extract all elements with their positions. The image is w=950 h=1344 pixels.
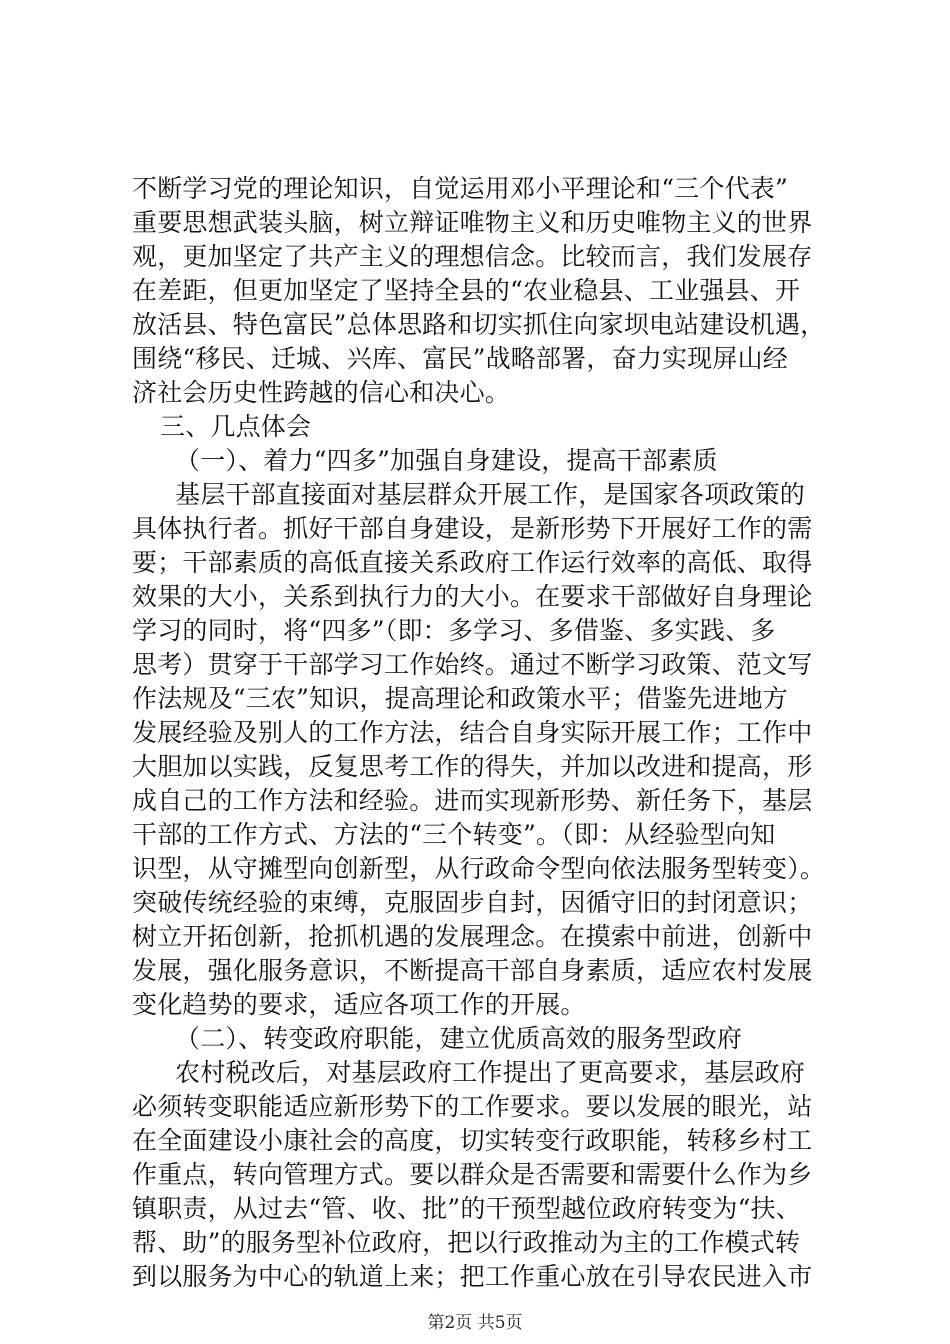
text-line: 观，更加坚定了共产主义的理想信念。比较而言，我们发展存	[132, 242, 813, 271]
text-line: 识型，从守摊型向创新型，从行政命令型向依法服务型转变）。	[132, 854, 826, 883]
text-line: 作法规及“三农”知识，提高理论和政策水平；借鉴先进地方	[132, 684, 788, 713]
text-line: 大胆加以实践，反复思考工作的得失，并加以改进和提高，形	[132, 752, 813, 781]
text-line: 干部的工作方式、方法的“三个转变”。（即：从经验型向知	[132, 820, 776, 849]
page-footer: 第2页 共5页	[427, 1313, 523, 1333]
text-line: 树立开拓创新，抢抓机遇的发展理念。在摸索中前进，创新中	[132, 922, 813, 951]
text-line: 农村税改后，对基层政府工作提出了更高要求，基层政府	[175, 1058, 806, 1087]
subsection-heading: （二）、转变政府职能，建立优质高效的服务型政府	[175, 1024, 743, 1053]
text-line: 必须转变职能适应新形势下的工作要求。要以发展的眼光，站	[132, 1092, 813, 1121]
section-heading: 三、几点体会	[160, 412, 312, 441]
text-line: 要；干部素质的高低直接关系政府工作运行效率的高低、取得	[132, 548, 813, 577]
text-line: 济社会历史性跨越的信心和决心。	[132, 378, 511, 407]
text-line: 具体执行者。抓好干部自身建设，是新形势下开展好工作的需	[132, 514, 813, 543]
text-line: 变化趋势的要求，适应各项工作的开展。	[132, 990, 586, 1019]
text-line: 镇职责，从过去“管、收、批”的干预型越位政府转变为“扶、	[132, 1194, 801, 1223]
text-line: 到以服务为中心的轨道上来；把工作重心放在引导农民进入市	[132, 1262, 813, 1291]
text-line: 基层干部直接面对基层群众开展工作，是国家各项政策的	[175, 480, 806, 509]
text-line: 成自己的工作方法和经验。进而实现新形势、新任务下，基层	[132, 786, 813, 815]
subsection-heading: （一）、着力“四多”加强自身建设，提高干部素质	[175, 446, 718, 475]
text-line: 帮、助”的服务型补位政府，把以行政推动为主的工作模式转	[132, 1228, 801, 1257]
text-line: 放活县、特色富民”总体思路和切实抓住向家坝电站建设机遇，	[132, 310, 826, 339]
text-line: 在差距，但更加坚定了坚持全县的“农业稳县、工业强县、开	[132, 276, 801, 305]
text-line: 发展，强化服务意识，不断提高干部自身素质，适应农村发展	[132, 956, 813, 985]
text-line: 围绕“移民、迁城、兴库、富民”战略部署，奋力实现屏山经	[132, 344, 788, 373]
text-line: 作重点，转向管理方式。要以群众是否需要和需要什么作为乡	[132, 1160, 813, 1189]
text-line: 重要思想武装头脑，树立辩证唯物主义和历史唯物主义的世界	[132, 208, 813, 237]
text-line: 效果的大小，关系到执行力的大小。在要求干部做好自身理论	[132, 582, 813, 611]
text-line: 思考）贯穿于干部学习工作始终。通过不断学习政策、范文写	[132, 650, 813, 679]
text-line: 学习的同时，将“四多”（即：多学习、多借鉴、多实践、多	[132, 616, 776, 645]
text-line: 在全面建设小康社会的高度，切实转变行政职能，转移乡村工	[132, 1126, 813, 1155]
text-line: 突破传统经验的束缚，克服固步自封，因循守旧的封闭意识；	[132, 888, 813, 917]
text-line: 发展经验及别人的工作方法，结合自身实际开展工作；工作中	[132, 718, 813, 747]
text-line: 不断学习党的理论知识，自觉运用邓小平理论和“三个代表”	[132, 174, 788, 203]
